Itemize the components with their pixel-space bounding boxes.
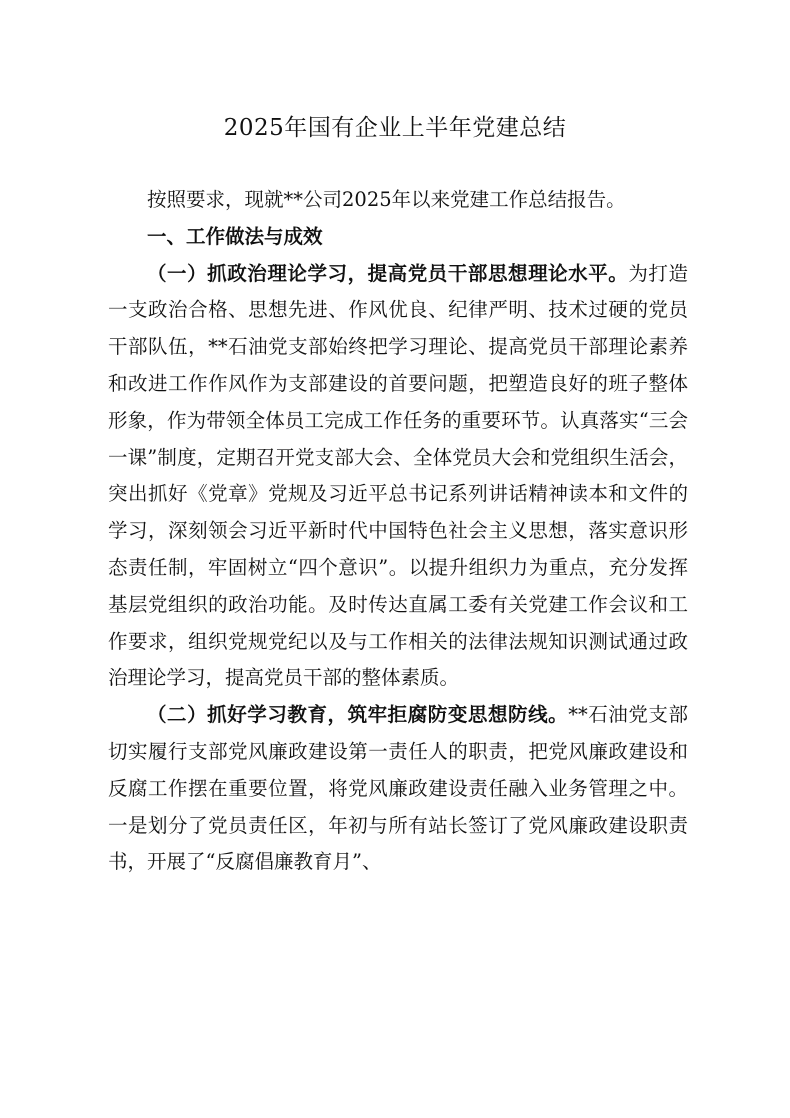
paragraph-1-text: 为打造一支政治合格、思想先进、作风优良、纪律严明、技术过硬的党员干部队伍，**石油党支部始终把学习理论、提高党员干部理论素养和改进工作作风作为支部建设的首要问题，把塑造良好的班子整体形象，作为带领全体员工完成工作任务的重要环节。认真落实“三会一课”制度，定期召开党支部大会、全体党员大会和党组织生活会，突出抓好《党章》党规及习近平总书记系列讲话精神读本和文件的学习，深刻领会习近平新时代中国特色社会主义思想，落实意识形态责任制，牢固树立“四个意识”。以提升组织力为重点，充分发挥基层党组织的政治功能。及时传达直属工委有关党建工作会议和工作要求，组织党规党纪以及与工作相关的法律法规知识测试通过政治理论学习，提高党员干部的整体素质。	[108, 261, 688, 690]
paragraph-1	[108, 256, 688, 698]
section-heading: 一、工作做法与成效	[147, 224, 323, 248]
document-title: 2025年国有企业上半年党建总结	[223, 115, 567, 141]
intro-paragraph: 按照要求，现就**公司2025年以来党建工作总结报告。	[147, 188, 626, 211]
document-body	[108, 182, 688, 881]
paragraph-1-heading: （一）抓政治理论学习，提高党员干部思想理论水平。	[147, 261, 629, 285]
paragraph-2-text: **石油党支部切实履行支部党风廉政建设第一责任人的职责，把党风廉政建设和反腐工作摆在重要位置，将党风廉政建设责任融入业务管理之中。一是划分了党员责任区，年初与所有站长签订了党风廉政建设职责书，开展了“反腐倡廉教育月”、	[108, 703, 688, 874]
paragraph-2-heading: （二）抓好学习教育，筑牢拒腐防变思想防线。	[147, 703, 569, 727]
paragraph-2	[108, 697, 688, 881]
